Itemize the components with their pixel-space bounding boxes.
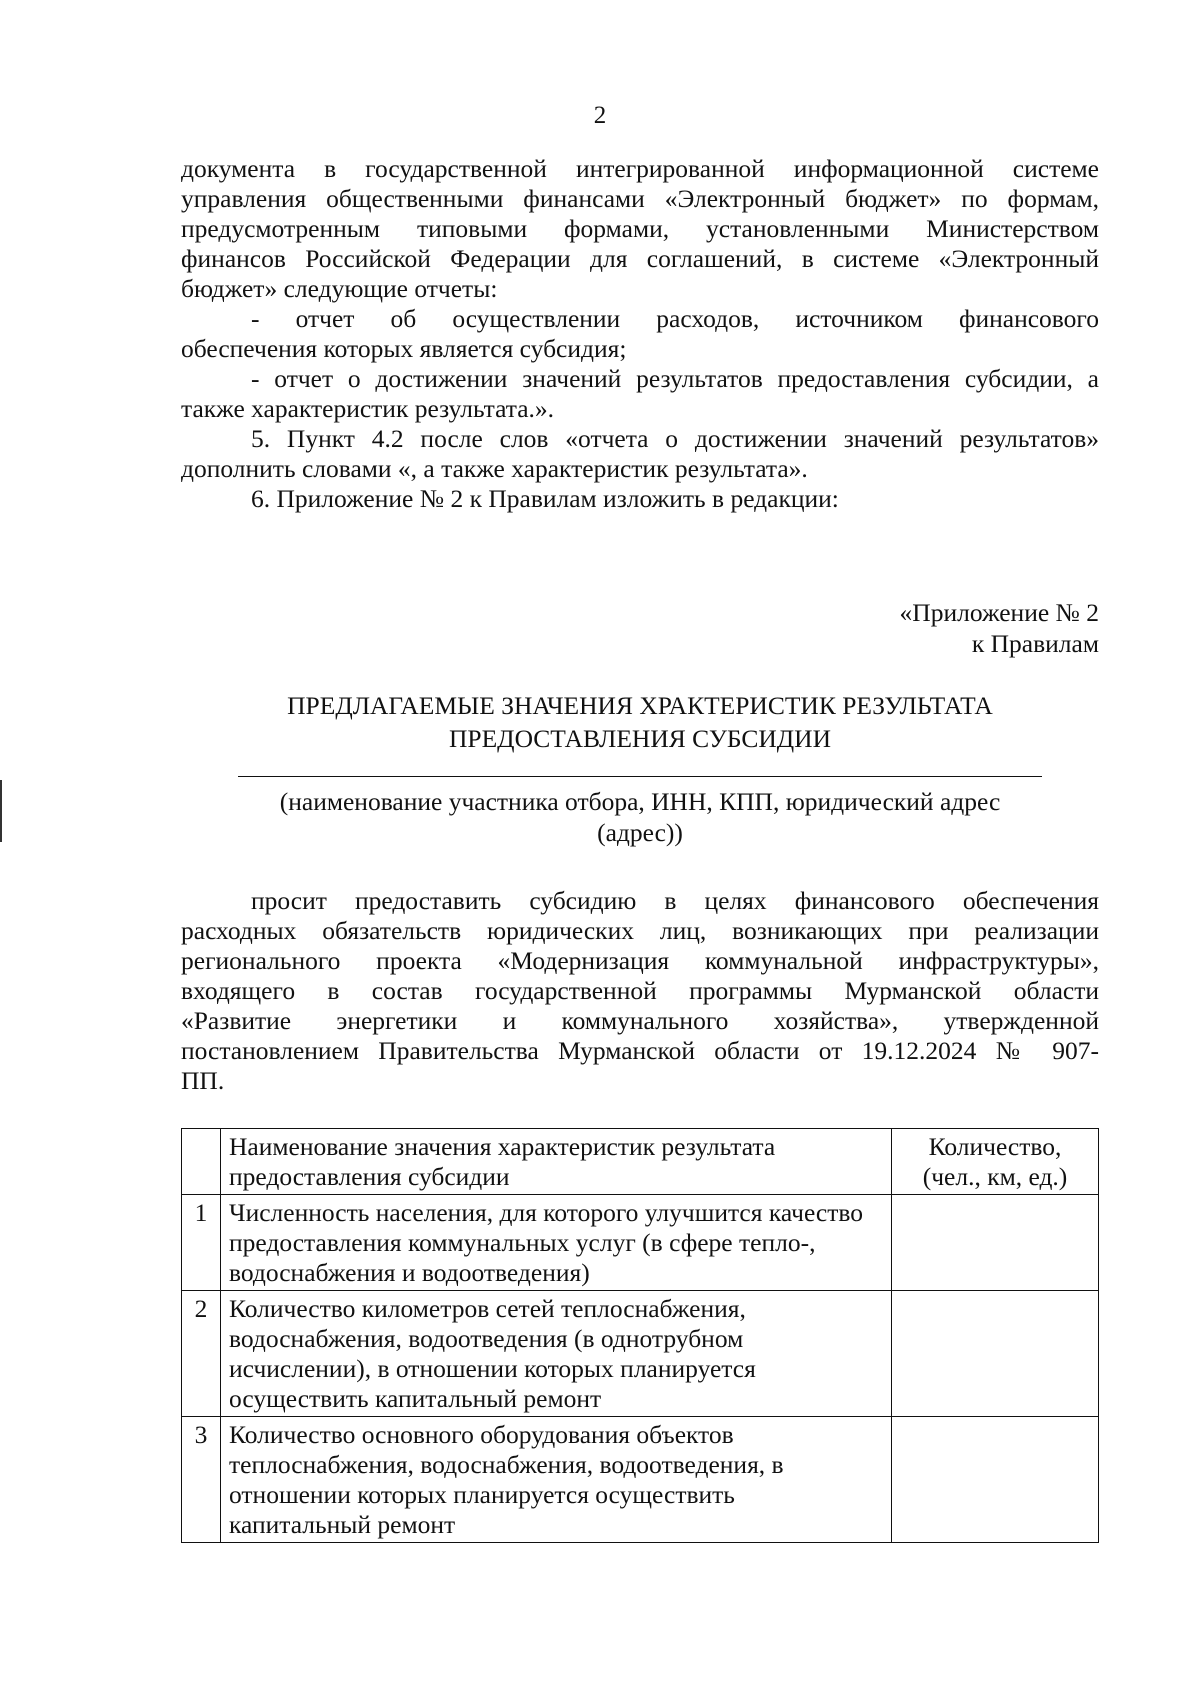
text-line: также характеристик результата.». [181, 394, 555, 423]
table-header-row [182, 1129, 1099, 1195]
report-item-expenses: - отчет об осуществлении расходов, источником финансового [251, 304, 1099, 333]
appendix-line: к Правилам [971, 629, 1099, 658]
clause-5: 5. Пункт 4.2 после слов «отчета о достижении значений результатов» [251, 424, 1099, 453]
text-line: обеспечения которых является субсидия; [181, 334, 627, 363]
header-quantity-cell: Количество, (чел., км, ед.) [892, 1129, 1099, 1195]
text-line: расходных обязательств юридических лиц, возникающих при реализации [181, 916, 1099, 945]
table-row [182, 1291, 1099, 1417]
text-line: предусмотренным типовыми формами, установленными Министерством [181, 214, 1099, 243]
text-line: «Развитие энергетики и коммунального хозяйства», утвержденной [181, 1006, 1099, 1035]
appendix-line: «Приложение № 2 [899, 598, 1099, 627]
appendix-reference [900, 597, 1099, 659]
row-number: 1 [182, 1195, 221, 1291]
intro-paragraph [181, 154, 1099, 514]
text-line: управления общественными финансами «Электронный бюджет» по формам, [181, 184, 1099, 213]
row-number: 2 [182, 1291, 221, 1417]
row-name: Количество основного оборудования объектов теплоснабжения, водоснабжения, водоотведения, в отношении которых планируется осуществить капитальный ремонт [221, 1417, 892, 1543]
text-line: ПП. [181, 1066, 225, 1095]
text-line: входящего в состав государственной программы Мурманской области [181, 976, 1099, 1005]
report-item-results: - отчет о достижении значений результатов предоставления субсидии, а [251, 364, 1099, 393]
text-line: финансов Российской Федерации для соглашений, в системе «Электронный [181, 244, 1099, 273]
text-line: постановлением Правительства Мурманской области от 19.12.2024 № 907- [181, 1036, 1099, 1065]
table-row [182, 1417, 1099, 1543]
row-quantity [892, 1417, 1099, 1543]
caption-line: (наименование участника отбора, ИНН, КПП, юридический адрес [279, 787, 1001, 816]
text-line: регионального проекта «Модернизация коммунальной инфраструктуры», [181, 946, 1099, 975]
request-paragraph [181, 886, 1099, 1096]
header-number-cell [182, 1129, 221, 1195]
row-quantity [892, 1195, 1099, 1291]
title-line: ПРЕДОСТАВЛЕНИЯ СУБСИДИИ [449, 724, 831, 753]
row-quantity [892, 1291, 1099, 1417]
page-number: 2 [593, 102, 607, 129]
text-line: просит предоставить субсидию в целях финансового обеспечения [251, 886, 1099, 915]
row-name: Численность населения, для которого улучшится качество предоставления коммунальных услуг (в сфере тепло-, водоснабжения и водоотведения) [221, 1195, 892, 1291]
text-line: документа в государственной интегрированной информационной системе [181, 154, 1099, 183]
characteristics-table [181, 1128, 1099, 1543]
row-name: Количество километров сетей теплоснабжения, водоснабжения, водоотведения (в однотрубном исчислении), в отношении которых планируется осуществить капитальный ремонт [221, 1291, 892, 1417]
text-line: бюджет» следующие отчеты: [181, 274, 498, 303]
row-number: 3 [182, 1417, 221, 1543]
header-name-cell: Наименование значения характеристик результата предоставления субсидии [221, 1129, 892, 1195]
clause-6: 6. Приложение № 2 к Правилам изложить в редакции: [251, 484, 839, 513]
title-line: ПРЕДЛАГАЕМЫЕ ЗНАЧЕНИЯ ХРАКТЕРИСТИК РЕЗУЛЬТАТА [287, 691, 993, 720]
applicant-caption [181, 786, 1099, 848]
applicant-fill-line [238, 776, 1042, 777]
scan-margin-mark [0, 780, 2, 842]
table-row [182, 1195, 1099, 1291]
caption-line: (адрес)) [597, 818, 683, 847]
document-title [181, 689, 1099, 755]
text-line: дополнить словами «, а также характеристик результата». [181, 454, 808, 483]
